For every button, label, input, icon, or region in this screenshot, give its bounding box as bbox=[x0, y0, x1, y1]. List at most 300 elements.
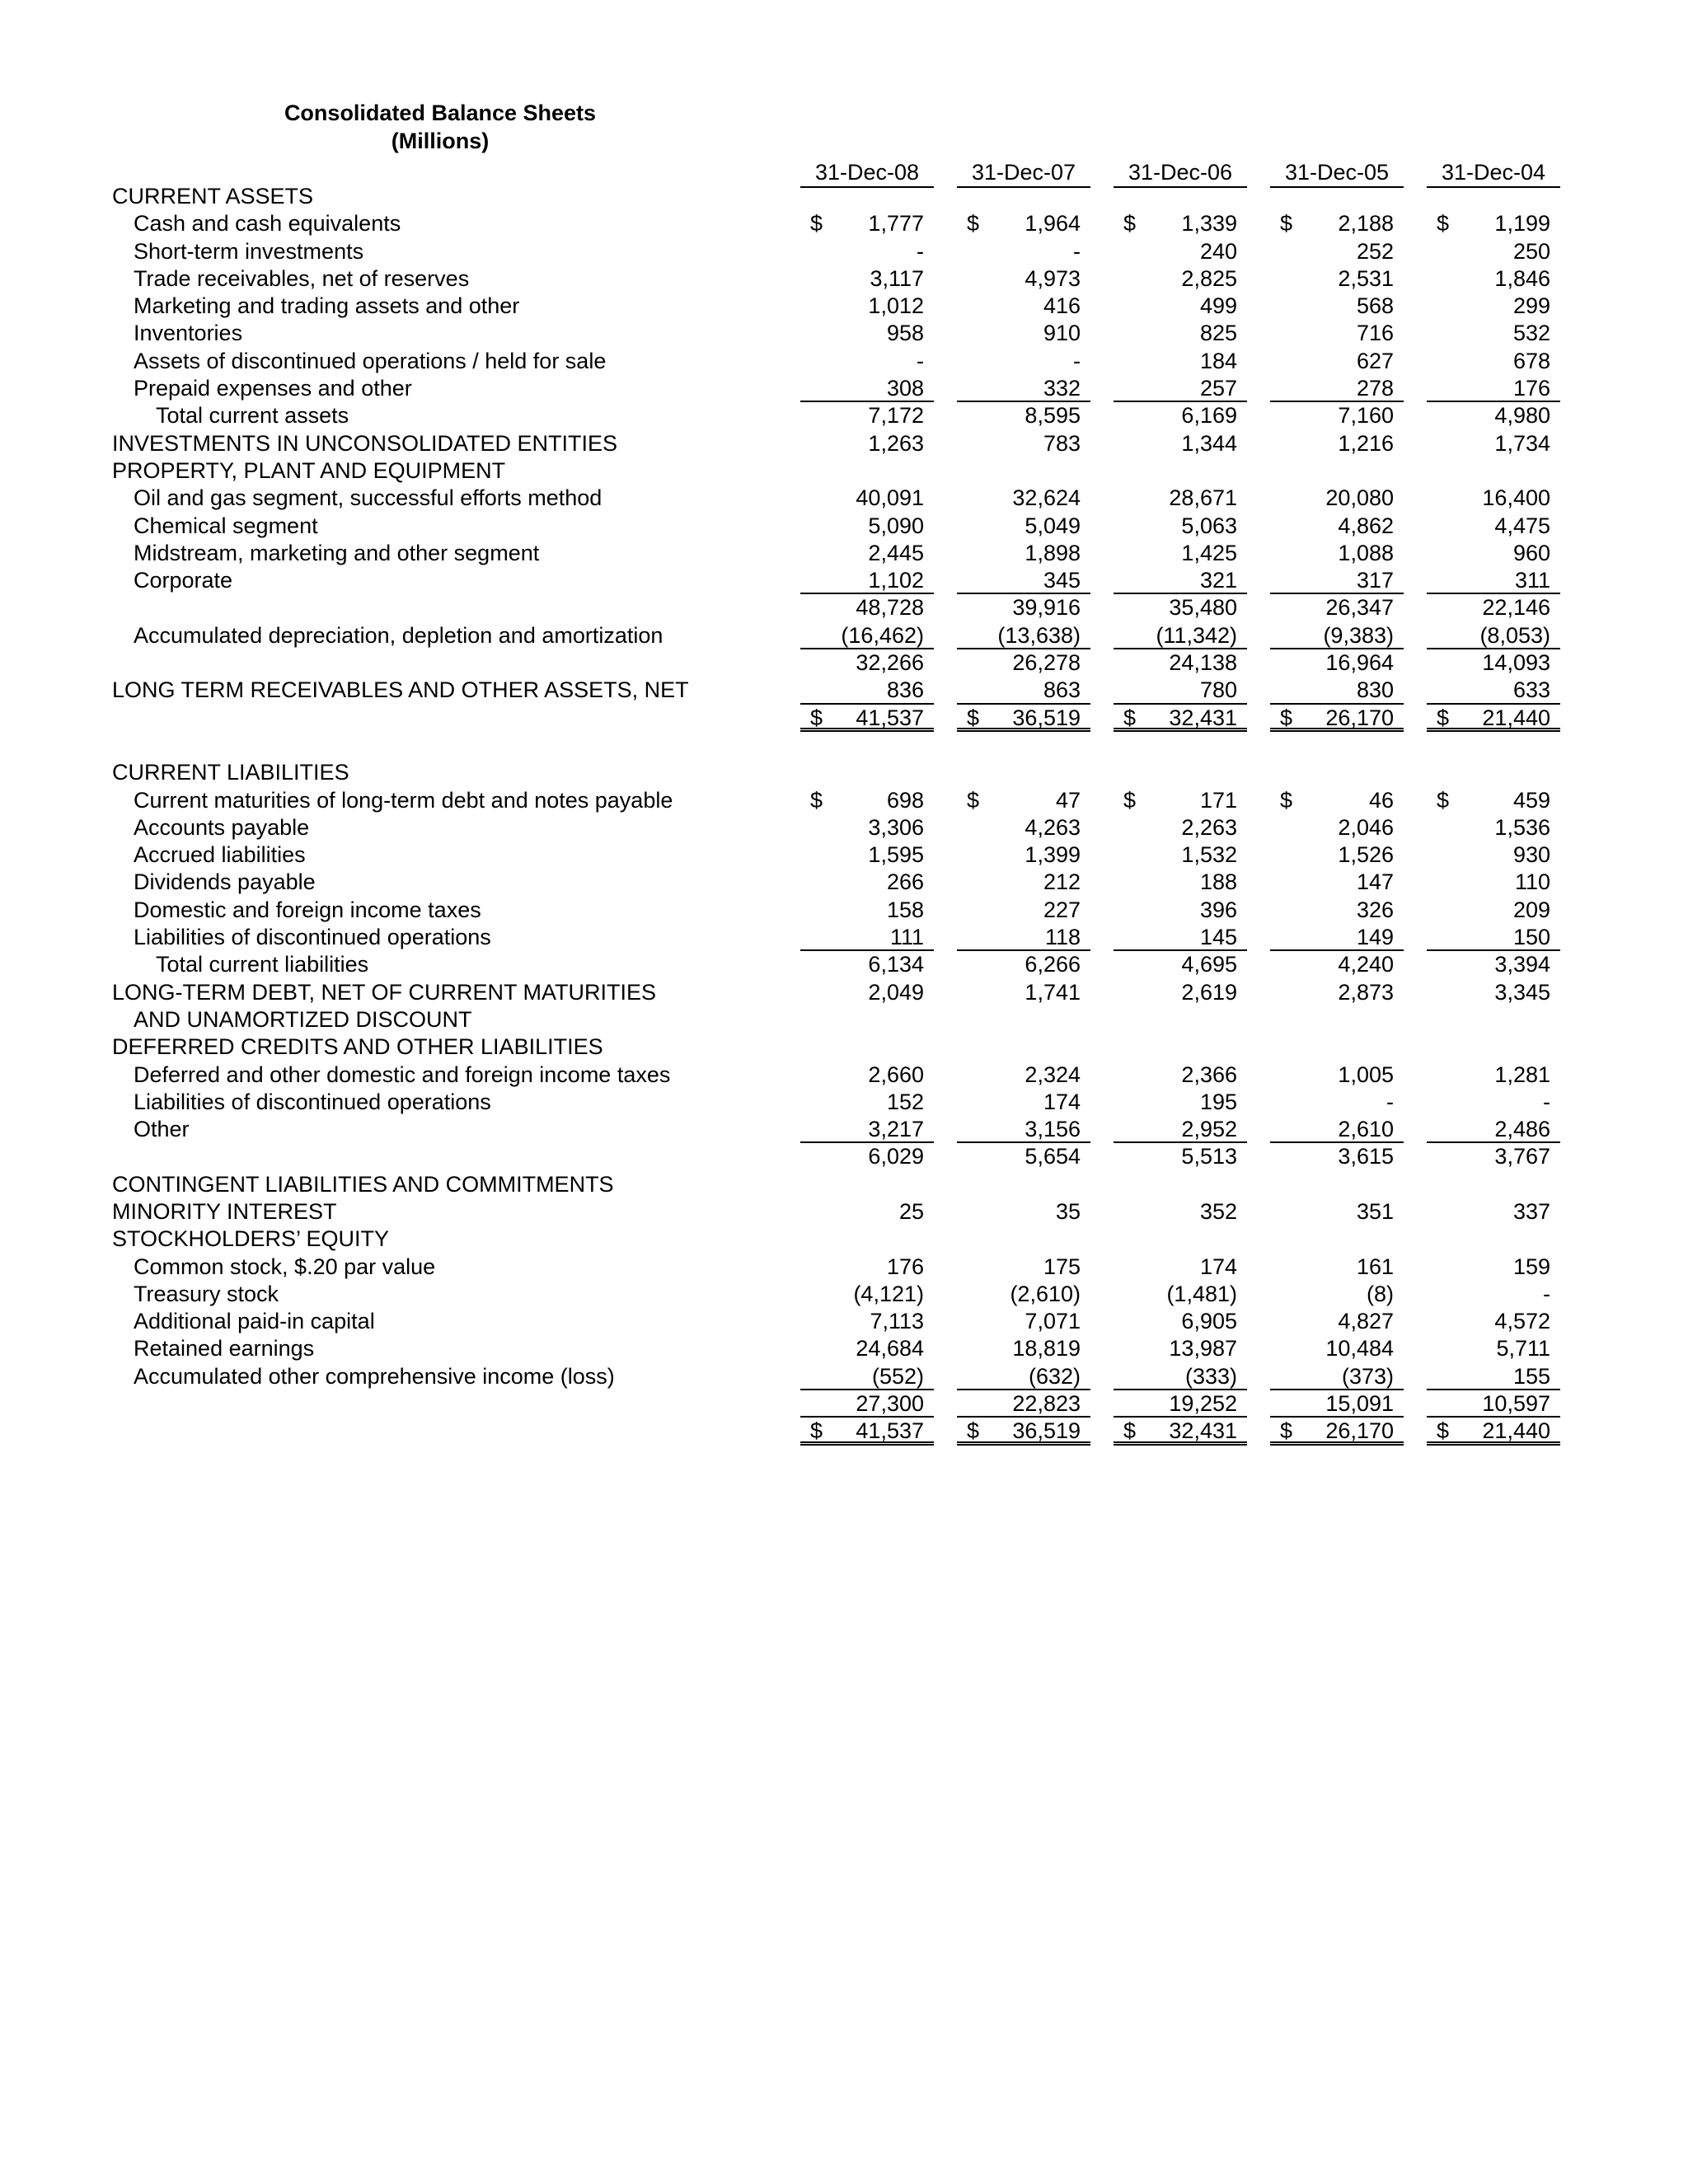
cell-value: 32,431 bbox=[1169, 705, 1237, 730]
value-cell bbox=[1270, 622, 1404, 649]
value-cell bbox=[957, 320, 1090, 347]
row-label: LONG TERM RECEIVABLES AND OTHER ASSETS, NET bbox=[112, 677, 689, 703]
row-label: AND UNAMORTIZED DISCOUNT bbox=[134, 1006, 472, 1032]
cell-value: 22,823 bbox=[1012, 1391, 1081, 1417]
cell-value: 152 bbox=[886, 1089, 924, 1114]
value-cell bbox=[800, 705, 934, 732]
row-label: Total current assets bbox=[156, 403, 349, 429]
dollar-sign: $ bbox=[967, 1418, 980, 1444]
value-cell bbox=[1427, 622, 1560, 649]
value-cell bbox=[1427, 1062, 1560, 1089]
value-cell bbox=[1270, 594, 1404, 621]
value-cell bbox=[957, 649, 1090, 677]
value-cell bbox=[957, 1116, 1090, 1143]
table-row bbox=[0, 1390, 1688, 1418]
cell-value: 118 bbox=[1044, 925, 1081, 950]
cell-value: 18,819 bbox=[1012, 1336, 1081, 1361]
value-cell bbox=[957, 787, 1090, 814]
cell-value: 345 bbox=[1043, 568, 1081, 593]
row-label: Retained earnings bbox=[134, 1336, 315, 1361]
table-row bbox=[0, 320, 1688, 347]
cell-value: 250 bbox=[1512, 238, 1550, 264]
cell-value: 1,012 bbox=[868, 293, 924, 319]
value-cell bbox=[1114, 513, 1247, 540]
value-cell bbox=[1114, 814, 1247, 841]
table-row bbox=[0, 841, 1688, 869]
cell-value: 1,088 bbox=[1338, 540, 1394, 565]
cell-value: 46 bbox=[1368, 787, 1394, 813]
value-cell bbox=[1427, 513, 1560, 540]
value-cell bbox=[800, 897, 934, 924]
cell-value: 2,610 bbox=[1338, 1117, 1394, 1142]
table-row bbox=[0, 1006, 1688, 1033]
cell-value: 3,217 bbox=[868, 1117, 924, 1142]
value-cell bbox=[1427, 348, 1560, 375]
value-cell bbox=[1270, 293, 1404, 320]
value-cell bbox=[957, 841, 1090, 869]
value-cell bbox=[800, 320, 934, 347]
table-row bbox=[0, 787, 1688, 814]
cell-value: 7,113 bbox=[870, 1309, 924, 1334]
cell-value: 1,199 bbox=[1494, 211, 1550, 237]
cell-value: 4,263 bbox=[1025, 814, 1081, 840]
value-cell bbox=[800, 1363, 934, 1390]
cell-value: 6,266 bbox=[1025, 952, 1081, 977]
cell-value: 1,339 bbox=[1181, 211, 1237, 237]
dollar-sign: $ bbox=[1280, 705, 1293, 730]
row-label: Chemical segment bbox=[134, 513, 318, 538]
cell-value: (8) bbox=[1367, 1281, 1394, 1306]
cell-value: 3,615 bbox=[1338, 1144, 1394, 1169]
table-row bbox=[0, 1226, 1688, 1253]
value-cell bbox=[1114, 1390, 1247, 1418]
table-row bbox=[0, 210, 1688, 237]
report-subtitle: (Millions) bbox=[391, 129, 490, 153]
table-row bbox=[0, 1254, 1688, 1281]
row-label: CURRENT ASSETS bbox=[112, 184, 314, 209]
row-label: Corporate bbox=[134, 568, 233, 593]
value-cell bbox=[800, 1308, 934, 1335]
value-cell bbox=[1270, 375, 1404, 402]
cell-value: 6,029 bbox=[868, 1144, 924, 1169]
cell-value: 8,595 bbox=[1025, 403, 1081, 429]
cell-value: 28,671 bbox=[1169, 485, 1237, 511]
dollar-sign: $ bbox=[1437, 211, 1450, 237]
column-header: 31-Dec-08 bbox=[800, 158, 934, 188]
dollar-sign: $ bbox=[1280, 1418, 1293, 1444]
value-cell bbox=[800, 1335, 934, 1362]
cell-value: 176 bbox=[1512, 376, 1550, 401]
value-cell bbox=[1270, 1062, 1404, 1089]
value-cell bbox=[1427, 1418, 1560, 1445]
cell-value: 111 bbox=[889, 925, 924, 950]
cell-value: 459 bbox=[1512, 787, 1550, 813]
cell-value: 4,572 bbox=[1494, 1309, 1550, 1334]
cell-value: 4,240 bbox=[1338, 952, 1394, 977]
value-cell bbox=[957, 265, 1090, 293]
value-cell bbox=[1114, 1335, 1247, 1362]
value-cell bbox=[957, 1281, 1090, 1308]
row-label: Midstream, marketing and other segment bbox=[134, 540, 540, 565]
value-cell bbox=[957, 293, 1090, 320]
table-row bbox=[0, 677, 1688, 704]
table-row bbox=[0, 1308, 1688, 1335]
cell-value: 175 bbox=[1043, 1254, 1081, 1279]
table-row bbox=[0, 1281, 1688, 1308]
value-cell bbox=[1270, 924, 1404, 951]
cell-value: 4,862 bbox=[1338, 513, 1394, 538]
table-row bbox=[0, 1062, 1688, 1089]
value-cell bbox=[800, 1254, 934, 1281]
cell-value: (552) bbox=[871, 1363, 924, 1389]
value-cell bbox=[800, 1062, 934, 1089]
cell-value: - bbox=[1543, 1089, 1550, 1114]
cell-value: (373) bbox=[1341, 1363, 1394, 1389]
cell-value: - bbox=[1386, 1089, 1394, 1114]
row-label: CONTINGENT LIABILITIES AND COMMITMENTS bbox=[112, 1171, 614, 1197]
dollar-sign: $ bbox=[1123, 787, 1137, 813]
cell-value: (1,481) bbox=[1166, 1281, 1237, 1306]
cell-value: 698 bbox=[886, 787, 924, 813]
cell-value: 332 bbox=[1043, 376, 1081, 401]
row-label: Treasury stock bbox=[134, 1281, 279, 1306]
cell-value: 41,537 bbox=[856, 705, 924, 730]
dollar-sign: $ bbox=[1437, 705, 1450, 730]
cell-value: 678 bbox=[1512, 348, 1550, 373]
cell-value: 780 bbox=[1199, 677, 1237, 703]
table-row bbox=[0, 814, 1688, 841]
table-row bbox=[0, 732, 1688, 759]
value-cell bbox=[957, 814, 1090, 841]
cell-value: 26,170 bbox=[1325, 705, 1394, 730]
value-cell bbox=[800, 375, 934, 402]
table-row bbox=[0, 1089, 1688, 1116]
value-cell bbox=[1114, 567, 1247, 594]
value-cell bbox=[1114, 1089, 1247, 1116]
cell-value: 19,252 bbox=[1169, 1391, 1237, 1417]
cell-value: 1,344 bbox=[1181, 430, 1237, 456]
cell-value: 960 bbox=[1512, 540, 1550, 565]
cell-value: 48,728 bbox=[856, 595, 924, 621]
cell-value: 32,431 bbox=[1169, 1418, 1237, 1444]
cell-value: 2,531 bbox=[1338, 265, 1394, 291]
cell-value: 3,767 bbox=[1494, 1144, 1550, 1169]
cell-value: 35,480 bbox=[1169, 595, 1237, 621]
value-cell bbox=[1270, 238, 1404, 265]
table-row bbox=[0, 1198, 1688, 1226]
row-label: CURRENT LIABILITIES bbox=[112, 760, 349, 785]
value-cell bbox=[800, 485, 934, 512]
cell-value: 1,536 bbox=[1494, 814, 1550, 840]
cell-value: 311 bbox=[1514, 568, 1550, 593]
balance-sheet-table bbox=[0, 183, 1688, 1446]
value-cell bbox=[1114, 1363, 1247, 1390]
cell-value: (16,462) bbox=[841, 622, 924, 648]
value-cell bbox=[800, 1198, 934, 1226]
value-cell bbox=[800, 869, 934, 896]
value-cell bbox=[1114, 594, 1247, 621]
table-row bbox=[0, 594, 1688, 621]
row-label: Assets of discontinued operations / held for sale bbox=[134, 348, 607, 373]
value-cell bbox=[957, 705, 1090, 732]
report-title: Consolidated Balance Sheets bbox=[284, 101, 597, 125]
value-cell bbox=[800, 1418, 934, 1445]
cell-value: 2,366 bbox=[1181, 1062, 1237, 1087]
cell-value: 499 bbox=[1199, 293, 1237, 319]
value-cell bbox=[1270, 1254, 1404, 1281]
value-cell bbox=[957, 622, 1090, 649]
cell-value: 5,049 bbox=[1025, 513, 1081, 538]
cell-value: 633 bbox=[1512, 677, 1550, 703]
table-row bbox=[0, 513, 1688, 540]
cell-value: 3,156 bbox=[1025, 1117, 1081, 1142]
cell-value: 27,300 bbox=[856, 1391, 924, 1417]
cell-value: 110 bbox=[1514, 869, 1550, 895]
cell-value: 2,619 bbox=[1181, 979, 1237, 1005]
table-row bbox=[0, 375, 1688, 402]
row-label: Short-term investments bbox=[134, 238, 364, 264]
cell-value: 326 bbox=[1356, 897, 1394, 922]
value-cell bbox=[1114, 841, 1247, 869]
cell-value: 145 bbox=[1199, 925, 1237, 950]
value-cell bbox=[1427, 238, 1560, 265]
value-cell bbox=[1114, 402, 1247, 429]
value-cell bbox=[1114, 649, 1247, 677]
value-cell bbox=[1427, 1254, 1560, 1281]
table-row bbox=[0, 485, 1688, 512]
dollar-sign: $ bbox=[1123, 705, 1137, 730]
value-cell bbox=[800, 979, 934, 1006]
cell-value: 1,741 bbox=[1025, 979, 1081, 1005]
cell-value: 337 bbox=[1512, 1198, 1550, 1224]
cell-value: 4,695 bbox=[1181, 952, 1237, 977]
value-cell bbox=[1427, 787, 1560, 814]
cell-value: 6,169 bbox=[1181, 403, 1237, 429]
value-cell bbox=[1427, 1198, 1560, 1226]
cell-value: 7,160 bbox=[1338, 403, 1394, 429]
cell-value: (333) bbox=[1184, 1363, 1237, 1389]
cell-value: 308 bbox=[886, 376, 924, 401]
cell-value: 188 bbox=[1199, 869, 1237, 895]
cell-value: 1,532 bbox=[1181, 842, 1237, 868]
cell-value: 5,654 bbox=[1025, 1144, 1081, 1169]
table-row bbox=[0, 649, 1688, 677]
value-cell bbox=[957, 1254, 1090, 1281]
cell-value: 257 bbox=[1199, 376, 1237, 401]
cell-value: 1,777 bbox=[868, 211, 924, 237]
value-cell bbox=[800, 265, 934, 293]
cell-value: 930 bbox=[1512, 842, 1550, 868]
value-cell bbox=[800, 348, 934, 375]
cell-value: 910 bbox=[1043, 321, 1081, 346]
value-cell bbox=[1114, 1116, 1247, 1143]
value-cell bbox=[957, 513, 1090, 540]
value-cell bbox=[800, 814, 934, 841]
value-cell bbox=[1427, 649, 1560, 677]
value-cell bbox=[1427, 897, 1560, 924]
dollar-sign: $ bbox=[1123, 211, 1137, 237]
cell-value: (4,121) bbox=[853, 1281, 924, 1306]
cell-value: 351 bbox=[1356, 1198, 1394, 1224]
cell-value: 41,537 bbox=[856, 1418, 924, 1444]
dollar-sign: $ bbox=[967, 211, 980, 237]
row-label: Total current liabilities bbox=[156, 952, 369, 977]
value-cell bbox=[1114, 1143, 1247, 1170]
cell-value: 2,046 bbox=[1338, 814, 1394, 840]
cell-value: (632) bbox=[1028, 1363, 1081, 1389]
row-label: Cash and cash equivalents bbox=[134, 211, 401, 237]
table-row bbox=[0, 183, 1688, 210]
cell-value: 1,846 bbox=[1494, 265, 1550, 291]
cell-value: 35 bbox=[1055, 1198, 1081, 1224]
cell-value: 1,102 bbox=[868, 568, 924, 593]
value-cell bbox=[800, 1089, 934, 1116]
value-cell bbox=[957, 1335, 1090, 1362]
cell-value: 10,484 bbox=[1325, 1336, 1394, 1361]
cell-value: 4,973 bbox=[1025, 265, 1081, 291]
value-cell bbox=[957, 1143, 1090, 1170]
table-row bbox=[0, 897, 1688, 924]
cell-value: 149 bbox=[1356, 925, 1394, 950]
value-cell bbox=[1427, 677, 1560, 704]
value-cell bbox=[1270, 1089, 1404, 1116]
cell-value: 6,905 bbox=[1181, 1309, 1237, 1334]
table-row bbox=[0, 567, 1688, 594]
cell-value: 299 bbox=[1512, 293, 1550, 319]
value-cell bbox=[957, 238, 1090, 265]
value-cell bbox=[1270, 1116, 1404, 1143]
cell-value: 14,093 bbox=[1482, 650, 1550, 676]
cell-value: 7,071 bbox=[1025, 1309, 1081, 1334]
cell-value: 4,980 bbox=[1494, 403, 1550, 429]
value-cell bbox=[1270, 348, 1404, 375]
cell-value: 16,400 bbox=[1482, 485, 1550, 511]
value-cell bbox=[800, 924, 934, 951]
value-cell bbox=[1114, 622, 1247, 649]
value-cell bbox=[1427, 1335, 1560, 1362]
value-cell bbox=[957, 430, 1090, 457]
cell-value: - bbox=[1073, 238, 1081, 264]
value-cell bbox=[1114, 897, 1247, 924]
table-row bbox=[0, 457, 1688, 485]
cell-value: 147 bbox=[1356, 869, 1394, 895]
row-label: Additional paid-in capital bbox=[134, 1309, 375, 1334]
row-label: Other bbox=[134, 1117, 190, 1142]
dollar-sign: $ bbox=[810, 1418, 823, 1444]
cell-value: 2,263 bbox=[1181, 814, 1237, 840]
value-cell bbox=[1114, 348, 1247, 375]
value-cell bbox=[1427, 567, 1560, 594]
dollar-sign: $ bbox=[1437, 787, 1450, 813]
cell-value: 3,306 bbox=[868, 814, 924, 840]
row-label: Accumulated other comprehensive income (loss) bbox=[134, 1363, 615, 1389]
value-cell bbox=[957, 485, 1090, 512]
cell-value: 1,898 bbox=[1025, 540, 1081, 565]
value-cell bbox=[1270, 841, 1404, 869]
cell-value: 5,090 bbox=[868, 513, 924, 538]
value-cell bbox=[1427, 430, 1560, 457]
value-cell bbox=[800, 430, 934, 457]
column-header: 31-Dec-07 bbox=[957, 158, 1090, 188]
row-label: Deferred and other domestic and foreign income taxes bbox=[134, 1062, 671, 1087]
value-cell bbox=[1114, 924, 1247, 951]
cell-value: 4,827 bbox=[1338, 1309, 1394, 1334]
row-label: Liabilities of discontinued operations bbox=[134, 925, 491, 950]
value-cell bbox=[1427, 265, 1560, 293]
value-cell bbox=[1114, 320, 1247, 347]
value-cell bbox=[800, 1116, 934, 1143]
cell-value: 184 bbox=[1199, 348, 1237, 373]
value-cell bbox=[957, 594, 1090, 621]
value-cell bbox=[1114, 1281, 1247, 1308]
value-cell bbox=[1427, 979, 1560, 1006]
cell-value: 20,080 bbox=[1325, 485, 1394, 511]
cell-value: 278 bbox=[1356, 376, 1394, 401]
value-cell bbox=[1270, 540, 1404, 567]
row-label: INVESTMENTS IN UNCONSOLIDATED ENTITIES bbox=[112, 430, 618, 456]
value-cell bbox=[957, 1308, 1090, 1335]
cell-value: 1,595 bbox=[868, 842, 924, 868]
cell-value: 266 bbox=[886, 869, 924, 895]
value-cell bbox=[1270, 649, 1404, 677]
cell-value: 5,513 bbox=[1181, 1144, 1237, 1169]
row-label: DEFERRED CREDITS AND OTHER LIABILITIES bbox=[112, 1034, 603, 1060]
row-label: Dividends payable bbox=[134, 869, 316, 895]
row-label: LONG-TERM DEBT, NET OF CURRENT MATURITIES bbox=[112, 979, 657, 1005]
value-cell bbox=[1270, 1308, 1404, 1335]
value-cell bbox=[1114, 787, 1247, 814]
cell-value: (8,053) bbox=[1479, 622, 1550, 648]
dollar-sign: $ bbox=[1280, 211, 1293, 237]
value-cell bbox=[1427, 705, 1560, 732]
value-cell bbox=[1270, 1390, 1404, 1418]
value-cell bbox=[1270, 430, 1404, 457]
value-cell bbox=[1270, 567, 1404, 594]
value-cell bbox=[800, 238, 934, 265]
value-cell bbox=[1427, 1363, 1560, 1390]
value-cell bbox=[800, 293, 934, 320]
table-row bbox=[0, 759, 1688, 786]
value-cell bbox=[1114, 293, 1247, 320]
value-cell bbox=[1114, 210, 1247, 237]
value-cell bbox=[1114, 705, 1247, 732]
cell-value: 47 bbox=[1055, 787, 1081, 813]
value-cell bbox=[1427, 1143, 1560, 1170]
cell-value: 212 bbox=[1043, 869, 1081, 895]
value-cell bbox=[800, 787, 934, 814]
value-cell bbox=[1114, 869, 1247, 896]
row-label: Accounts payable bbox=[134, 814, 310, 840]
value-cell bbox=[1270, 1198, 1404, 1226]
value-cell bbox=[800, 841, 934, 869]
cell-value: 36,519 bbox=[1012, 705, 1081, 730]
dollar-sign: $ bbox=[967, 705, 980, 730]
cell-value: 1,216 bbox=[1338, 430, 1394, 456]
cell-value: - bbox=[917, 238, 924, 264]
value-cell bbox=[1114, 979, 1247, 1006]
cell-value: 39,916 bbox=[1012, 595, 1081, 621]
table-row bbox=[0, 402, 1688, 429]
row-label: Marketing and trading assets and other bbox=[134, 293, 520, 319]
value-cell bbox=[800, 1390, 934, 1418]
value-cell bbox=[1427, 924, 1560, 951]
value-cell bbox=[1270, 513, 1404, 540]
table-row bbox=[0, 293, 1688, 320]
cell-value: 317 bbox=[1356, 568, 1394, 593]
value-cell bbox=[1427, 1308, 1560, 1335]
cell-value: 825 bbox=[1199, 321, 1237, 346]
value-cell bbox=[1270, 402, 1404, 429]
